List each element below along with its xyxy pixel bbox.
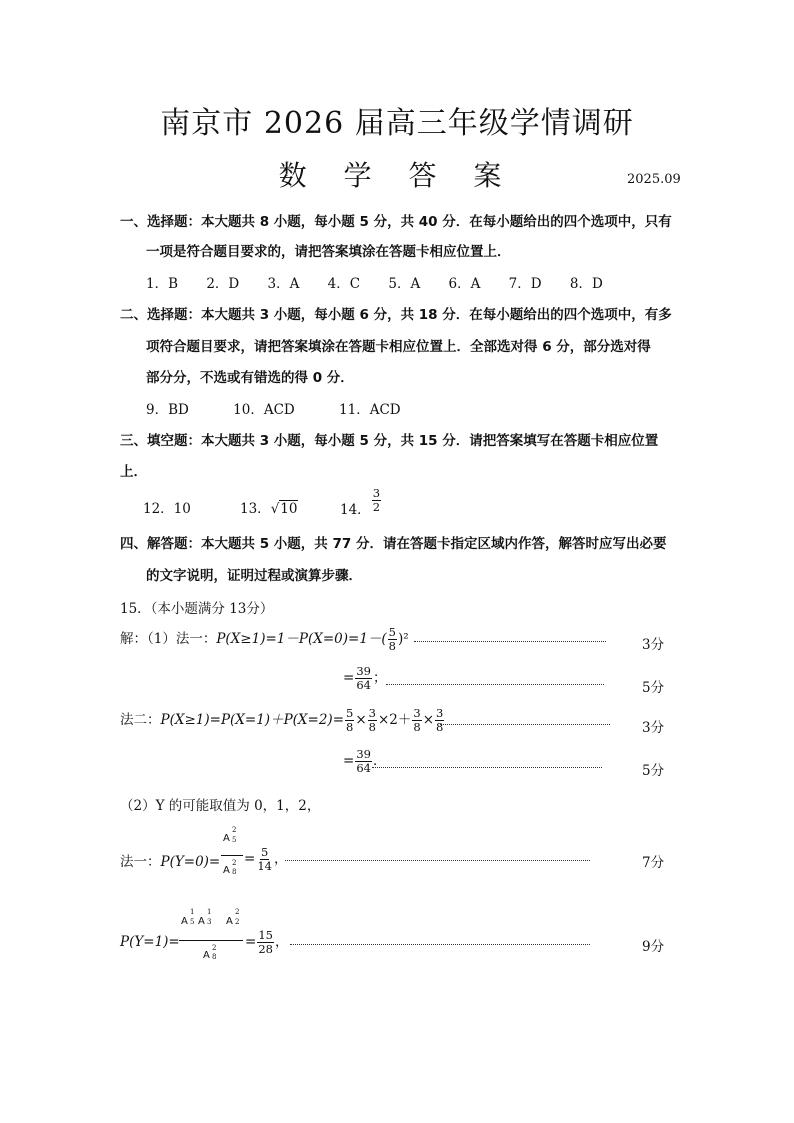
fraction: $\frac{39}{64}$	[356, 747, 371, 775]
fraction: $\frac{15}{28}$	[258, 928, 273, 956]
score-label: 7分	[642, 855, 665, 871]
section-2-answers	[146, 398, 401, 418]
section-4-line-2: 的文字说明，证明过程或演算步骤．	[146, 568, 362, 584]
section-1-line-2: 一项是符合题目要求的，请把答案填涂在答题卡相应位置上．	[146, 244, 511, 260]
answer-6: 6．A	[448, 276, 481, 292]
permutation-fraction: A 1 5 A 1 3 A 2 2 A 2 8	[179, 907, 245, 967]
solution-row-7: P(Y=1)=	[120, 934, 180, 950]
solution-row-5: （2）Y 的可能取值为 0，1，2，	[120, 798, 321, 814]
answer-3: 3．A	[267, 276, 300, 292]
answer-5: 5．A	[388, 276, 421, 292]
page-subtitle: 数 学 答 案	[278, 159, 516, 192]
section-2-line-1: 二、选择题：本大题共 3 小题，每小题 6 分，共 18 分．在每小题给出的四个选项中，有多	[120, 307, 672, 323]
answer-12: 12．10	[143, 501, 191, 517]
answer-11: 11．ACD	[339, 402, 401, 418]
solution-row-6: 法一：P(Y=0)=	[120, 854, 221, 870]
sqrt-expression: √10	[270, 501, 298, 517]
leader-dots	[440, 724, 610, 725]
leader-dots	[372, 767, 602, 768]
score-label: 3分	[642, 637, 665, 653]
section-2-line-3: 部分分，不选或有错选的得 0 分．	[146, 370, 354, 386]
fraction: $\frac{5}{8}$	[388, 625, 396, 653]
score-label: 3分	[642, 720, 665, 736]
answer-7: 7．D	[508, 276, 542, 292]
score-label: 5分	[642, 763, 665, 779]
answer-9: 9．BD	[146, 402, 189, 418]
solution-row-6-result: = $\frac{5}{14}$ ，	[244, 845, 288, 873]
leader-dots	[414, 641, 606, 642]
section-3-line-2: 上．	[120, 464, 147, 480]
section-2-line-2: 项符合题目要求，请把答案填涂在答题卡相应位置上．全部选对得 6 分，部分选对得	[146, 339, 651, 355]
exam-date: 2025.09	[627, 172, 681, 187]
fraction: $\frac{3}{2}$	[372, 486, 381, 514]
fraction: $\frac{39}{64}$	[356, 664, 371, 692]
answer-13: 13．√10	[240, 501, 298, 517]
leader-dots	[386, 684, 604, 685]
fraction: $\frac{3}{8}$	[436, 706, 444, 734]
solution-row-4: = $\frac{39}{64}$ ．	[343, 747, 387, 775]
solution-row-7-result: = $\frac{15}{28}$ ，	[245, 928, 289, 956]
answer-10: 10．ACD	[233, 402, 295, 418]
fraction: $\frac{5}{14}$	[257, 845, 272, 873]
answer-1: 1．B	[146, 276, 179, 292]
score-label: 9分	[642, 939, 665, 955]
solution-row-1: 解：（1）法一：P(X≥1)=1－P(X=0)=1－( $\frac{5}{8}$ )²	[120, 625, 409, 653]
fraction: $\frac{3}{8}$	[413, 706, 421, 734]
leader-dots	[290, 944, 590, 945]
answer-2: 2．D	[206, 276, 240, 292]
section-3-line-1: 三、填空题：本大题共 3 小题，每小题 5 分，共 15 分．请把答案填写在答题卡相应位置	[120, 433, 659, 449]
section-1-answers	[146, 272, 603, 292]
fraction: $\frac{3}{8}$	[368, 706, 376, 734]
section-1-line-1: 一、选择题：本大题共 8 小题，每小题 5 分，共 40 分．在每小题给出的四个选项中，只有	[120, 214, 672, 230]
solution-row-2: = $\frac{39}{64}$ ；	[343, 664, 387, 692]
page-title: 南京市 2026 届高三年级学情调研	[160, 106, 634, 141]
answer-8: 8．D	[569, 276, 603, 292]
score-label: 5分	[642, 680, 665, 696]
solution-row-3: 法二：P(X≥1)=P(X=1)＋P(X=2)= $\frac{5}{8}$ × $\frac{3}{8}$ ×2＋ $\frac{3}{8}$ × $\frac{3}{8}$	[120, 706, 444, 734]
question-15-heading: 15．（本小题满分 13分）	[120, 601, 274, 617]
leader-dots	[285, 860, 590, 861]
answer-4: 4．C	[327, 276, 361, 292]
permutation-fraction: A 2 5 A 2 8	[221, 826, 245, 882]
fraction: $\frac{5}{8}$	[346, 706, 354, 734]
section-4-line-1: 四、解答题：本大题共 5 小题，共 77 分．请在答题卡指定区域内作答，解答时应写出必要	[120, 536, 667, 552]
answer-14: 14． $\frac{3}{2}$	[340, 486, 381, 518]
